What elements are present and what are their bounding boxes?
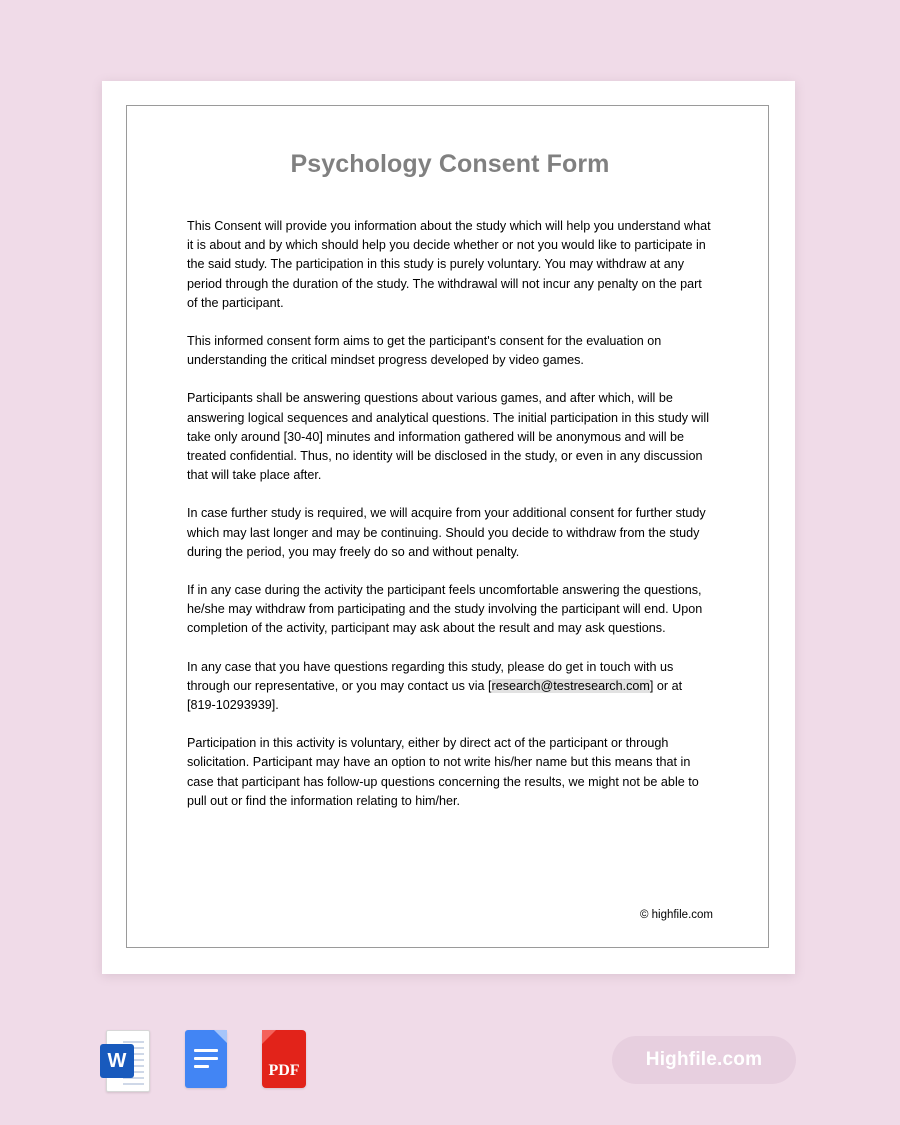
document-body (187, 150, 713, 927)
paragraph-contact (187, 658, 713, 716)
document-footer: © highfile.com (639, 909, 713, 921)
document-border (126, 105, 769, 948)
brand-watermark-label: Highfile.com (645, 1049, 763, 1070)
pdf-page-shape (262, 1030, 306, 1088)
paragraph-3: Participants shall be answering questions about various games, and after which, will be answering logical sequences and analytical questions. The initial participation in this study will take only around [30-40] minutes and information gathered will be anonymous and will be treated confidential. Thus, no identity will be disclosed in the study, or even in any discussion that will take place after. (187, 391, 710, 483)
contact-text-before: In any case that you have questions regarding this study, please do get in touch with us through our representative, or you may contact us via [ (187, 659, 674, 693)
pdf-corner-fold (262, 1030, 276, 1044)
download-format-icons (100, 1028, 312, 1096)
paragraph-4: In case further study is required, we will acquire from your additional consent for further study which may last longer and may be continuing. Should you decide to withdraw from the study during the period, you may freely do so and without penalty. (187, 506, 706, 559)
google-docs-file-icon[interactable] (178, 1028, 234, 1096)
paragraph-2: This informed consent form aims to get the participant's consent for the evaluation on understanding the critical mindset progress developed by video games. (187, 334, 662, 368)
paragraph-5: If in any case during the activity the participant feels uncomfortable answering the questions, he/she may withdraw from participating and the study involving the participant will end. Upon completion of the activity, participant may ask about the result and may ask questions. (187, 583, 703, 636)
contact-phone: 819-10293939 (190, 698, 272, 713)
contact-text-after: ]. (271, 698, 279, 713)
gdocs-text-lines (194, 1049, 218, 1073)
contact-email: research@testresearch.com (491, 678, 650, 693)
brand-watermark (612, 1036, 796, 1084)
pdf-label: PDF (268, 1062, 300, 1079)
paragraph-1: This Consent will provide you information about the study which will help you understand what it is about and by which should help you decide whether or not you would like to participate in the said study. The participation in this study is purely voluntary. You may withdraw at any period through the duration of the study. The withdrawal will not incur any penalty on the part of the participant. (187, 219, 711, 310)
pdf-file-icon[interactable] (256, 1028, 312, 1096)
word-file-icon[interactable] (100, 1028, 156, 1096)
gdocs-page-shape (185, 1030, 227, 1088)
word-badge-letter: W (100, 1044, 134, 1078)
document-page (102, 81, 795, 974)
page-title: Psychology Consent Form (290, 150, 610, 178)
contact-text-middle: ] or at [ (187, 678, 683, 713)
paragraph-7: Participation in this activity is voluntary, either by direct act of the participant or through solicitation. Participant may have an option to not write his/her name but this means that in case that participant has follow-up questions concerning the results, we might not be able to pull out or find the information relating to him/her. (187, 736, 699, 808)
gdocs-corner-fold (214, 1030, 227, 1043)
